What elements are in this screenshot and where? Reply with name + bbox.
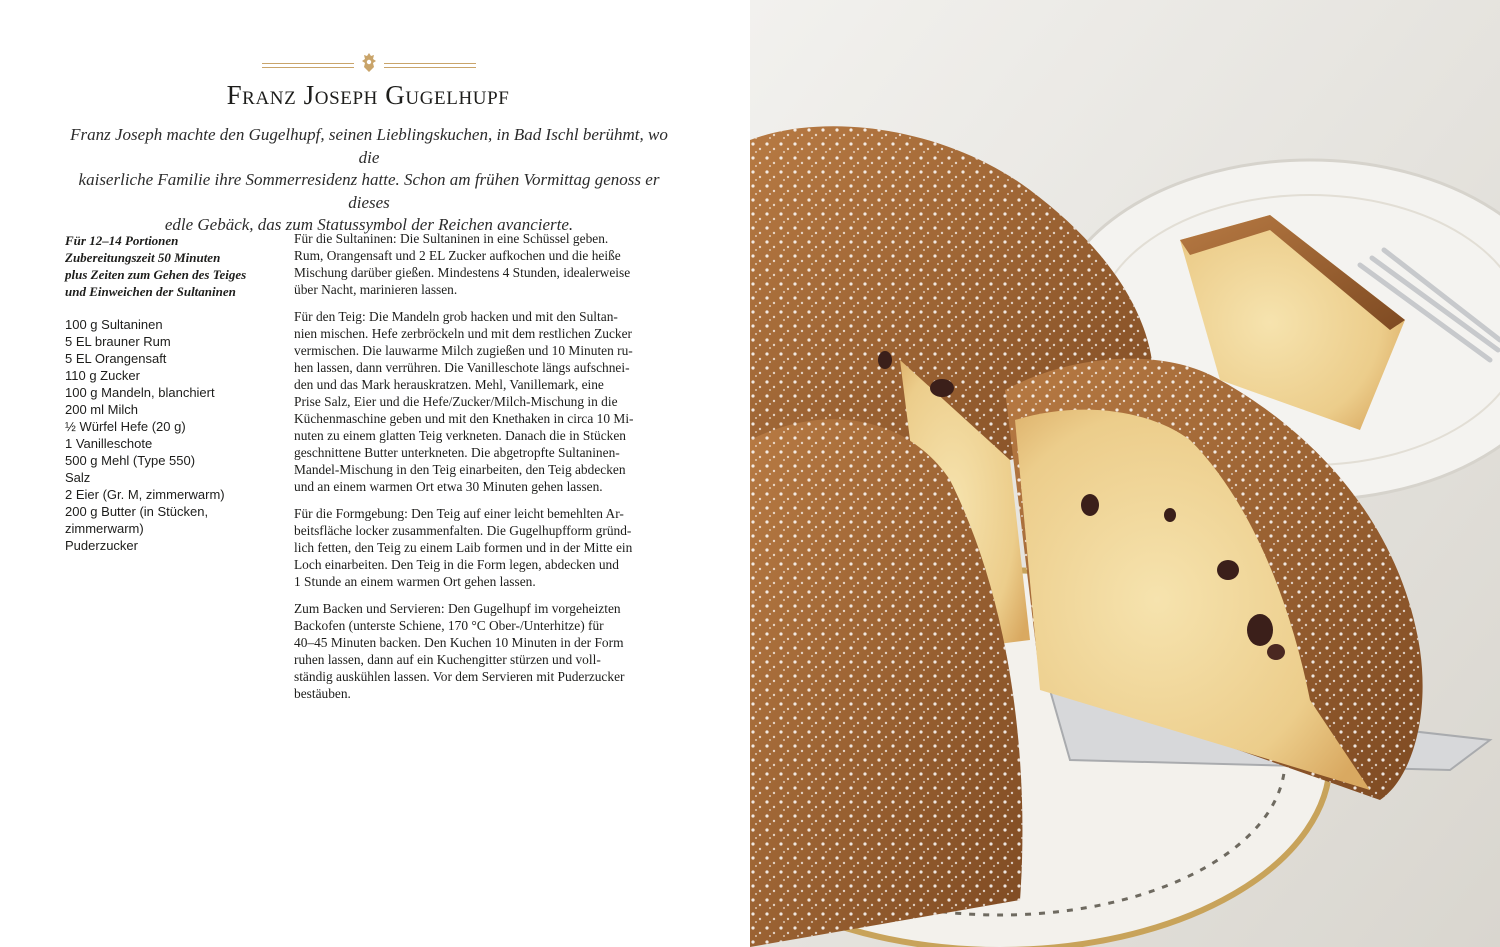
ingredient-item: zimmerwarm) <box>65 521 144 536</box>
crest-icon <box>361 52 377 74</box>
recipe-title: Franz Joseph Gugelhupf <box>226 80 510 110</box>
method-line: ruhen lassen, dann auf ein Kuchengitter stürzen und voll- <box>294 652 601 667</box>
meta-time-extra: plus Zeiten zum Gehen des Teiges <box>65 267 247 282</box>
ingredient-item: 100 g Mandeln, blanchiert <box>65 385 215 400</box>
ornament-rule-right <box>384 63 476 64</box>
method-line: Prise Salz, Eier und die Hefe/Zucker/Milch-Mischung in die <box>294 394 618 409</box>
method-text <box>294 230 674 712</box>
ornament-rule-left <box>262 63 354 64</box>
ingredient-item: 1 Vanilleschote <box>65 436 153 451</box>
ingredient-item: 100 g Sultaninen <box>65 317 163 332</box>
intro-line: edle Gebäck, das zum Statussymbol der Reichen avancierte. <box>164 215 574 234</box>
method-line: über Nacht, marinieren lassen. <box>294 282 458 297</box>
method-step-sultanas <box>294 230 674 298</box>
method-line: bestäuben. <box>294 686 351 701</box>
header-ornament <box>262 54 476 74</box>
ingredient-item: 110 g Zucker <box>65 368 140 383</box>
method-line: Für die Sultaninen: Die Sultaninen in eine Schüssel geben. <box>294 231 609 246</box>
method-line: beitsfläche locker zusammenfalten. Die Gugelhupfform gründ- <box>294 523 632 538</box>
method-line: hen lassen, dann verrühren. Die Vanilleschote längs aufschnei- <box>294 360 630 375</box>
intro-line: Franz Joseph machte den Gugelhupf, seinen Lieblingskuchen, in Bad Ischl berühmt, wo die <box>70 125 668 167</box>
ingredient-item: 200 g Butter (in Stücken, <box>65 504 209 519</box>
method-line: Mandel-Mischung in den Teig einarbeiten, den Teig abdecken <box>294 462 626 477</box>
method-line: Für den Teig: Die Mandeln grob hacken und mit den Sultan- <box>294 309 618 324</box>
ingredient-item: 5 EL brauner Rum <box>65 334 171 349</box>
method-line: Küchenmaschine geben und mit den Knethaken in circa 10 Mi- <box>294 411 634 426</box>
intro-line: kaiserliche Familie ihre Sommerresidenz hatte. Schon am frühen Vormittag genoss er dieses <box>78 170 660 212</box>
method-line: den und das Mark herauskratzen. Mehl, Vanillemark, eine <box>294 377 604 392</box>
method-line: geschnittene Butter unterkneten. Die abgetropfte Sultaninen- <box>294 445 620 460</box>
method-line: Rum, Orangensaft und 2 EL Zucker aufkochen und die heiße <box>294 248 621 263</box>
meta-time: Zubereitungszeit 50 Minuten <box>65 250 221 265</box>
method-line: Für die Formgebung: Den Teig auf einer leicht bemehlten Ar- <box>294 506 624 521</box>
ingredient-item: Salz <box>65 470 91 485</box>
method-step-baking <box>294 600 674 702</box>
method-line: 40–45 Minuten backen. Den Kuchen 10 Minuten in der Form <box>294 635 624 650</box>
method-step-dough <box>294 308 674 495</box>
method-line: Backofen (unterste Schiene, 170 °C Ober-/Unterhitze) für <box>294 618 604 633</box>
method-line: ständig auskühlen lassen. Vor dem Servieren mit Puderzucker <box>294 669 625 684</box>
ingredient-item: 500 g Mehl (Type 550) <box>65 453 196 468</box>
meta-servings: Für 12–14 Portionen <box>65 233 179 248</box>
ingredient-item: ½ Würfel Hefe (20 g) <box>65 419 186 434</box>
method-line: Loch einarbeiten. Den Teig in die Form legen, abdecken und <box>294 557 619 572</box>
ingredient-item: Puderzucker <box>65 538 138 553</box>
method-line: 1 Stunde an einem warmen Ort gehen lassen. <box>294 574 536 589</box>
method-line: Zum Backen und Servieren: Den Gugelhupf im vorgeheizten <box>294 601 621 616</box>
method-line: nuten zu einem glatten Teig verkneten. Danach die in Stücken <box>294 428 626 443</box>
method-line: lich fetten, den Teig zu einem Laib formen und in der Mitte ein <box>294 540 633 555</box>
ingredient-item: 2 Eier (Gr. M, zimmerwarm) <box>65 487 225 502</box>
method-step-shaping <box>294 505 674 590</box>
ingredient-item: 200 ml Milch <box>65 402 138 417</box>
ingredient-item: 5 EL Orangensaft <box>65 351 167 366</box>
meta-time-extra: und Einweichen der Sultaninen <box>65 284 236 299</box>
method-line: und an einem warmen Ort etwa 30 Minuten gehen lassen. <box>294 479 603 494</box>
method-line: Mischung darüber gießen. Mindestens 4 Stunden, idealerweise <box>294 265 631 280</box>
ingredient-list <box>65 316 265 554</box>
method-line: nien mischen. Hefe zerbröckeln und mit dem restlichen Zucker <box>294 326 632 341</box>
gugelhupf-photo <box>750 0 1500 947</box>
recipe-intro <box>70 124 668 237</box>
recipe-meta <box>65 232 280 300</box>
method-line: vermischen. Die lauwarme Milch zugießen und 10 Minuten ru- <box>294 343 633 358</box>
photo-illustration <box>750 0 1500 947</box>
